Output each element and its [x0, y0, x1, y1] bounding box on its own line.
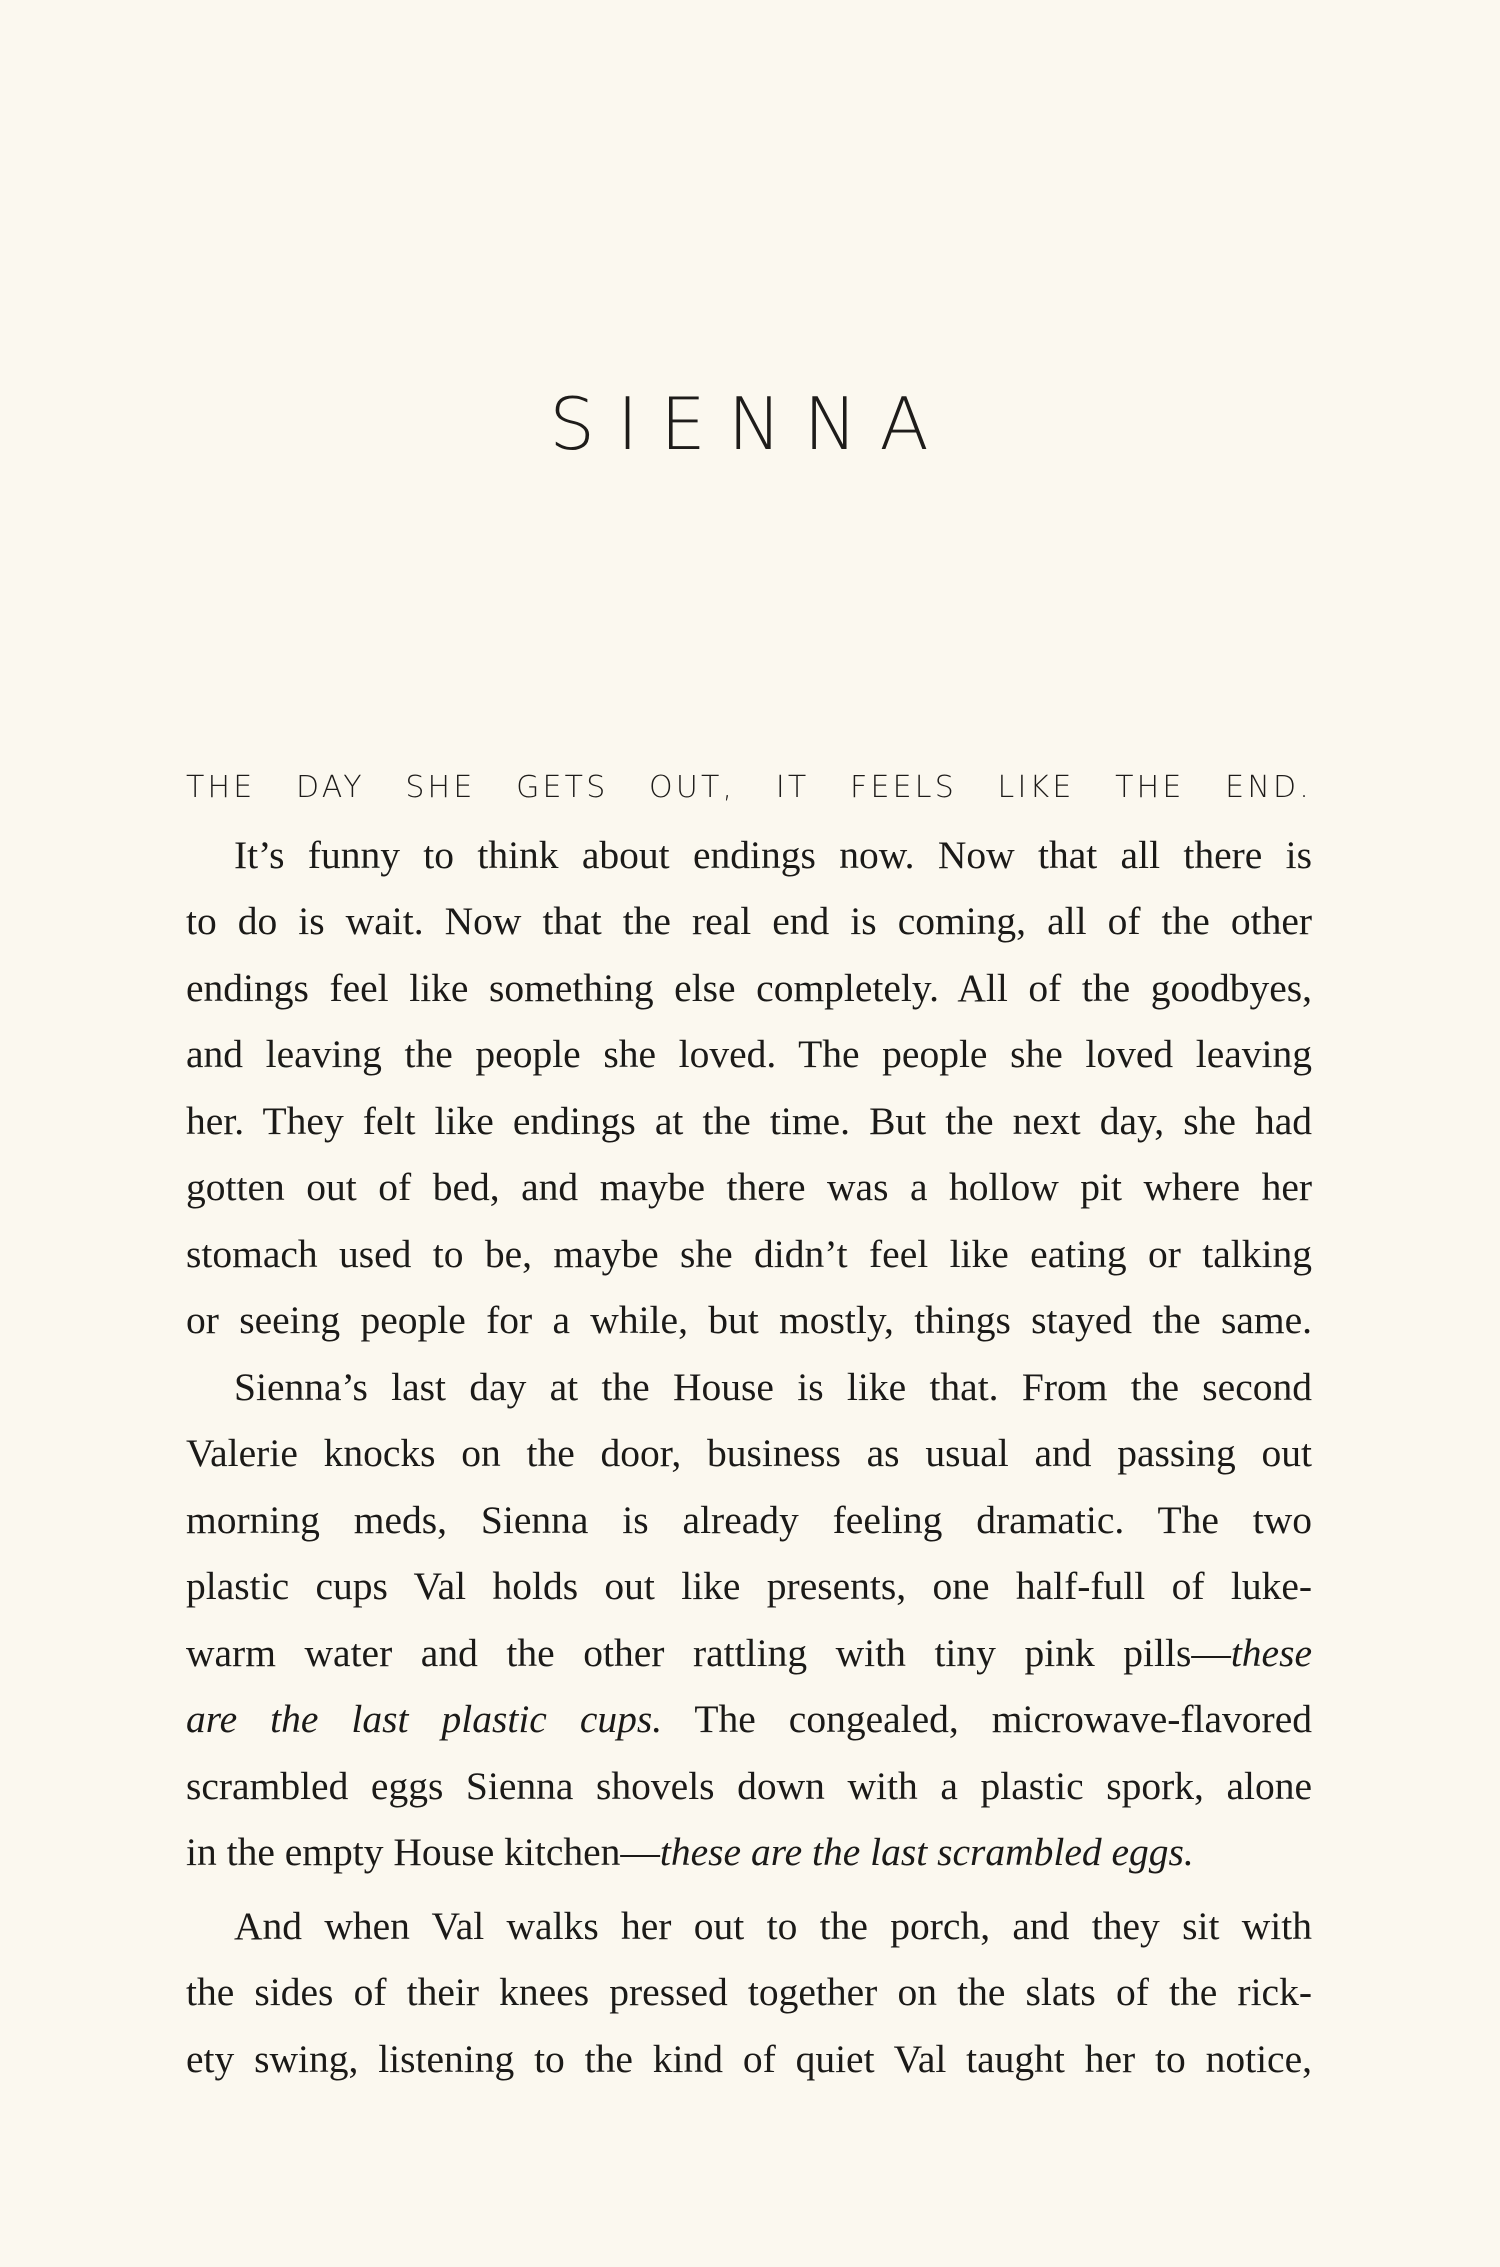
paragraph-3-line-2: the sides of their knees pressed together on the slats of the rick-	[186, 1970, 1312, 2014]
body-text	[186, 755, 1312, 2092]
paragraph-2-line-4: plastic cups Val holds out like presents, one half-full of luke-	[186, 1564, 1312, 1608]
paragraph-2-line-7: scrambled eggs Sienna shovels down with a plastic spork, alone	[186, 1763, 1312, 1808]
paragraph-1-line-3: endings feel like something else completely. All of the goodbyes,	[186, 965, 1312, 1010]
paragraph-3-line-3: ety swing, listening to the kind of quiet Val taught her to notice,	[186, 2036, 1312, 2081]
paragraph-3-line-1: And when Val walks her out to the porch, and they sit with	[234, 1903, 1312, 1948]
paragraph-2-line-6	[186, 1686, 1312, 1753]
paragraph-1-line-8: or seeing people for a while, but mostly, things stayed the same.	[186, 1298, 1312, 1342]
paragraph-2-line-6-plain: The congealed, microwave-flavored	[662, 1697, 1312, 1741]
paragraph-1-line-1: It’s funny to think about endings now. Now that all there is	[234, 832, 1312, 877]
paragraph-2-line-1: Sienna’s last day at the House is like that. From the second	[234, 1364, 1312, 1409]
paragraph-2-line-5-plain: warm water and the other rattling with tiny pink pills—	[186, 1630, 1231, 1675]
chapter-title: SIENNA	[549, 382, 951, 466]
paragraph-2-line-8	[186, 1819, 1312, 1886]
paragraph-2-line-8-plain: in the empty House kitchen—	[186, 1830, 660, 1874]
paragraph-2-line-6-italic: are the last plastic cups.	[186, 1697, 663, 1741]
paragraph-1-line-6: gotten out of bed, and maybe there was a hollow pit where her	[186, 1165, 1312, 1209]
paragraph-2-line-8-italic: these are the last scrambled eggs.	[659, 1830, 1194, 1874]
paragraph-2-line-3: morning meds, Sienna is already feeling dramatic. The two	[186, 1497, 1312, 1542]
paragraph-1-line-4: and leaving the people she loved. The people she loved leaving	[186, 1032, 1312, 1076]
paragraph-1-line-5: her. They felt like endings at the time. But the next day, she had	[186, 1098, 1312, 1143]
paragraph-2-line-5-italic: these	[1230, 1630, 1312, 1675]
paragraph-1-line-2: to do is wait. Now that the real end is coming, all of the other	[186, 899, 1312, 943]
paragraph-2-line-5	[186, 1620, 1312, 1687]
paragraph-2-line-2: Valerie knocks on the door, business as usual and passing out	[186, 1431, 1312, 1475]
opening-line: THE DAY SHE GETS OUT, IT FEELS LIKE THE END.	[186, 770, 1312, 805]
paragraph-1-line-7: stomach used to be, maybe she didn’t feel like eating or talking	[186, 1231, 1312, 1276]
